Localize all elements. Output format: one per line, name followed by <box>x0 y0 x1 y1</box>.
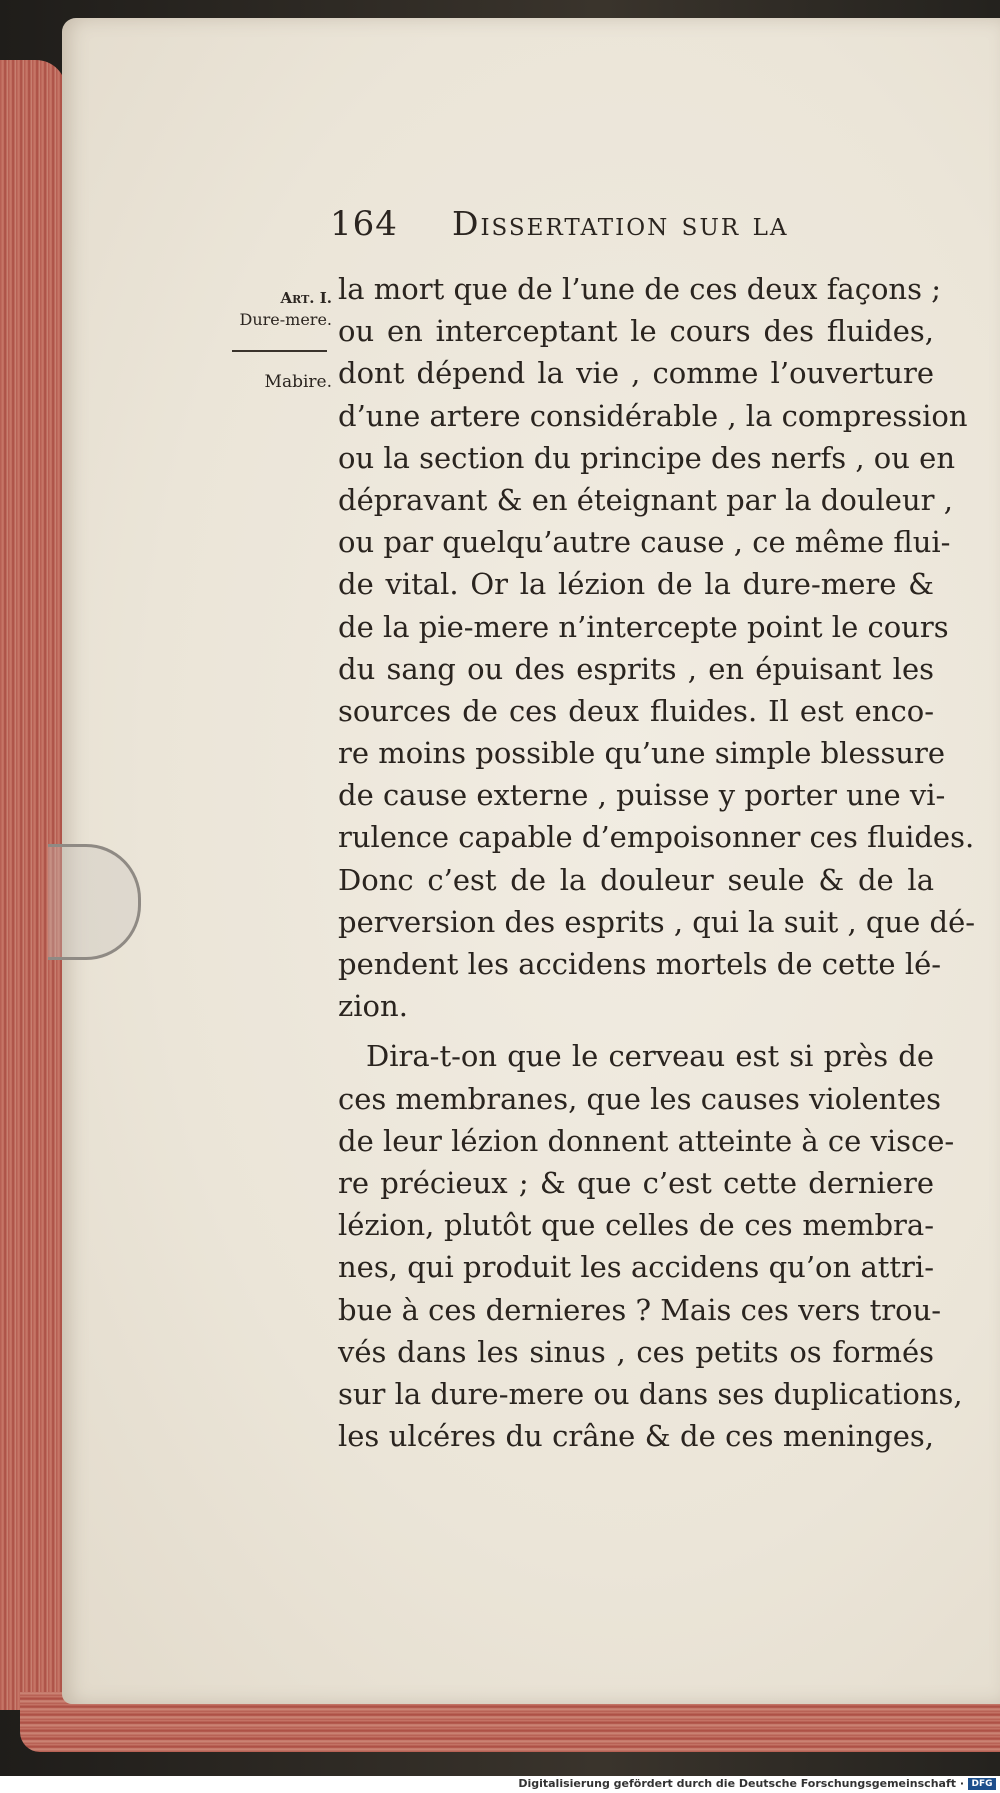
text-line: sur la dure-mere ou dans ses duplications, <box>338 1376 963 1411</box>
text-line: dépravant & en éteignant par la douleur , <box>338 482 953 517</box>
dfg-logo: DFG <box>968 1778 996 1790</box>
margin-subject: Dure-mere. <box>239 310 332 329</box>
text-line: ou en interceptant le cours des fluides, <box>338 314 934 349</box>
text-line: de leur lézion donnent atteinte à ce visce- <box>338 1123 955 1158</box>
text-line: ou par quelqu’autre cause , ce même flui- <box>338 525 951 560</box>
page-number: 164 <box>330 204 398 244</box>
text-line: re moins possible qu’une simple blessure <box>338 736 946 771</box>
text-line: sources de ces deux fluides. Il est enco- <box>338 693 934 728</box>
text-line: pendent les accidens mortels de cette lé- <box>338 947 942 981</box>
text-line: bue à ces dernieres ? Mais ces vers trou- <box>338 1292 942 1327</box>
text-line: d’une artere considérable , la compression <box>338 398 968 433</box>
text-line: rulence capable d’empoisonner ces fluides. <box>338 820 975 855</box>
text-line: vés dans les sinus , ces petits os formés <box>338 1334 934 1369</box>
text-line: dont dépend la vie , comme l’ouverture <box>338 356 934 391</box>
margin-author: Mabire. <box>264 372 332 392</box>
margin-article: Art. I. <box>280 289 332 307</box>
paragraph-break <box>338 1027 934 1035</box>
text-line: ou la section du principe des nerfs , ou en <box>338 440 956 475</box>
page-header <box>330 196 850 252</box>
text-line: zion. <box>338 989 408 1024</box>
funding-credit: Digitalisierung gefördert durch die Deutsche Forschungsgemeinschaft · <box>518 1777 964 1790</box>
text-line: de vital. Or la lézion de la dure-mere & <box>338 567 934 602</box>
text-line: Donc c’est de la douleur seule & de la <box>338 862 934 897</box>
text-line: lézion, plutôt que celles de ces membra- <box>338 1208 934 1243</box>
running-head: Dissertation sur la <box>452 204 789 243</box>
text-line: nes, qui produit les accidens qu’on attri- <box>338 1250 934 1285</box>
digitization-footer <box>0 1776 1000 1793</box>
text-line: du sang ou des esprits , en épuisant les <box>338 651 934 686</box>
text-line: les ulcéres du crâne & de ces meninges, <box>338 1419 934 1454</box>
text-line: ces membranes, que les causes violentes <box>338 1081 941 1116</box>
text-line: de la pie-mere n’intercepte point le cours <box>338 609 949 644</box>
body-text <box>338 268 976 1457</box>
page-clip <box>48 844 141 960</box>
text-line: re précieux ; & que c’est cette derniere <box>338 1165 934 1200</box>
text-line: Dira-t-on que le cerveau est si près de <box>366 1039 934 1074</box>
margin-rule <box>232 350 327 352</box>
text-line: de cause externe , puisse y porter une vi- <box>338 778 946 813</box>
text-line: perversion des esprits , qui la suit , que dé- <box>338 904 976 939</box>
text-line: la mort que de l’une de ces deux façons ; <box>338 272 941 306</box>
